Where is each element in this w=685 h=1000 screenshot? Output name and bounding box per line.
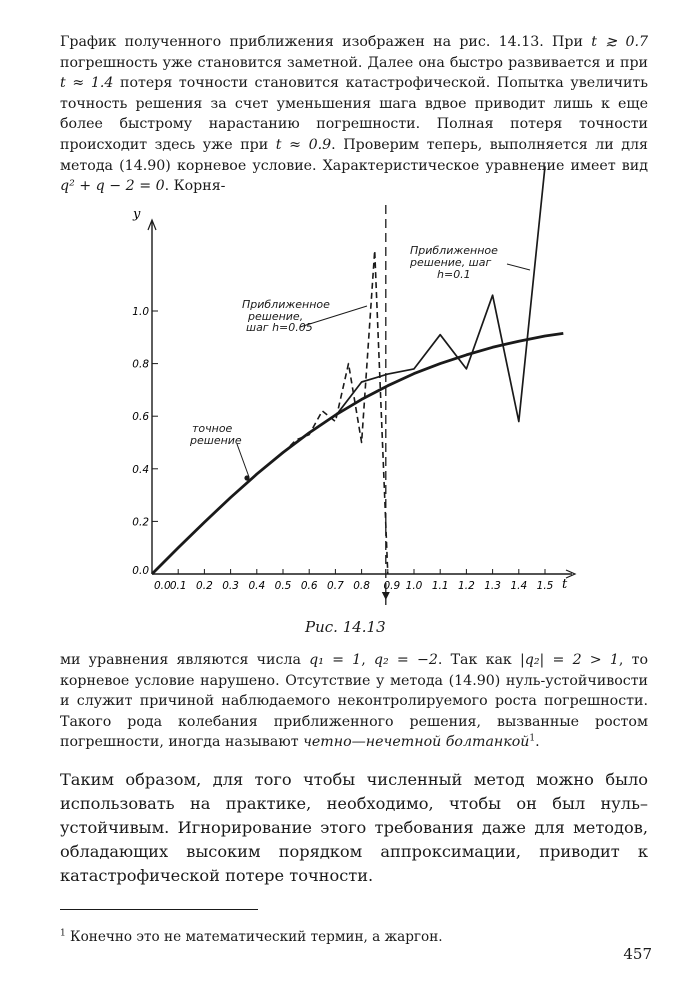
x-tick-label: 1.0 (405, 580, 423, 592)
x-tick-label: 0.1 (169, 580, 187, 592)
pointer-h01 (507, 264, 530, 270)
footnote-text: Конечно это не математический термин, а жаргон. (65, 929, 443, 945)
exact-solution-line (152, 333, 563, 574)
y-tick-label: 0.4 (132, 463, 149, 476)
x-tick-label: 1.1 (431, 580, 449, 592)
x-tick-label: 1.3 (484, 580, 501, 592)
x-tick-label: 0.7 (327, 580, 344, 592)
exact-marker-dot (244, 475, 249, 480)
label-h01-line3: h=0.1 (437, 268, 471, 281)
pointer-exact (237, 444, 249, 477)
approx-h01-line (335, 166, 545, 421)
annotations (189, 244, 530, 481)
x-tick-label: 0.6 (300, 580, 318, 592)
x-tick-label: 0.0 (154, 580, 171, 592)
label-h01-line2: решение, шаг (410, 256, 492, 269)
label-exact-line2: решение (190, 434, 242, 447)
paragraph-2: ми уравнения являются числа q₁ = 1, q₂ = −2. Так как |q₂| = 2 > 1, то корневое условие нарушено. Отсутствие у метода (14.90) нуль-устойчивости и служит причиной наблюдаемого неконтролируемого роста погрешности. Такого рода колебания приближенного решения, вызванные ростом погрешности, иногда называют четно—нечетной болтанкой$^1$. (60, 652, 649, 751)
x-axis-label: t (562, 577, 568, 592)
series (152, 166, 563, 605)
y-tick-label: 0.6 (132, 411, 149, 424)
label-h005-line3: шаг h=0.05 (246, 321, 313, 334)
abs-q2: |q₂| = 2 > 1 (519, 652, 619, 668)
footnote-mark: 1 (60, 928, 66, 939)
x-tick-label: 0.2 (196, 580, 213, 592)
label-h01-line1: Приближенное (410, 244, 498, 257)
t-approx-1: t ≈ 1.4 (60, 75, 114, 92)
footnote (60, 928, 648, 946)
label-exact-line1: точное (192, 422, 233, 435)
x-tick-label: 0.5 (274, 580, 292, 592)
y-tick-label: 0.2 (132, 516, 149, 529)
tick-labels (132, 207, 568, 592)
page-number: 457 (623, 945, 652, 963)
x-tick-label: 0.3 (222, 580, 239, 592)
characteristic-equation: q² + q − 2 = 0 (60, 178, 165, 195)
t-condition: t ≳ 0.7 (591, 34, 649, 50)
x-tick-label: 0.4 (248, 580, 266, 592)
y-axis-label: y (133, 207, 141, 222)
x-tick-label: 0.9 (383, 580, 401, 592)
y-tick-label: 0.0 (132, 565, 149, 577)
footnote-ref: 1 (529, 733, 536, 744)
figure-caption: Рис. 14.13 (305, 618, 386, 636)
vline-arrow-tip (382, 592, 390, 600)
x-tick-label: 1.5 (536, 580, 554, 592)
root-q2: q₂ = −2 (373, 652, 438, 668)
root-q1: q₁ = 1 (309, 652, 362, 668)
paragraph-3: Таким образом, для того чтобы численный метод можно было использовать на практике, необходимо, чтобы он был нуль–устойчивым. Игнорирование этого требования даже для методов, обладающих высоким порядком аппроксимации, приводит к катастрофической потере точности. (60, 770, 648, 885)
x-tick-label: 0.8 (353, 580, 370, 592)
footnote-rule (60, 909, 258, 910)
y-tick-label: 1.0 (132, 306, 149, 318)
paragraph-1: График полученного приближения изображен на рис. 14.13. При t ≳ 0.7 погрешность уже становится заметной. Далее она быстро развивается и при t ≈ 1.4 потеря точности становится катастрофической. Попытка увеличить точность решения за счет уменьшения шага вдвое приводит лишь к еще более быстрому нарастанию погрешности. Полная потеря точности происходит здесь уже при t ≈ 0.9. Проверим теперь, выполняется ли для метода (14.90) корневое условие. Характеристическое уравнение имеет вид q² + q − 2 = 0. Корня- (60, 34, 649, 195)
label-h005-line1: Приближенное (242, 298, 330, 311)
x-tick-label: 1.4 (510, 580, 528, 592)
x-tick-label: 1.2 (458, 580, 475, 592)
label-h005-line2: решение, (248, 310, 304, 323)
t-approx-2: t ≈ 0.9 (275, 136, 332, 153)
term-chetno-nechetnaya: четно—нечетной болтанкой (303, 734, 530, 751)
y-tick-label: 0.8 (132, 358, 149, 371)
